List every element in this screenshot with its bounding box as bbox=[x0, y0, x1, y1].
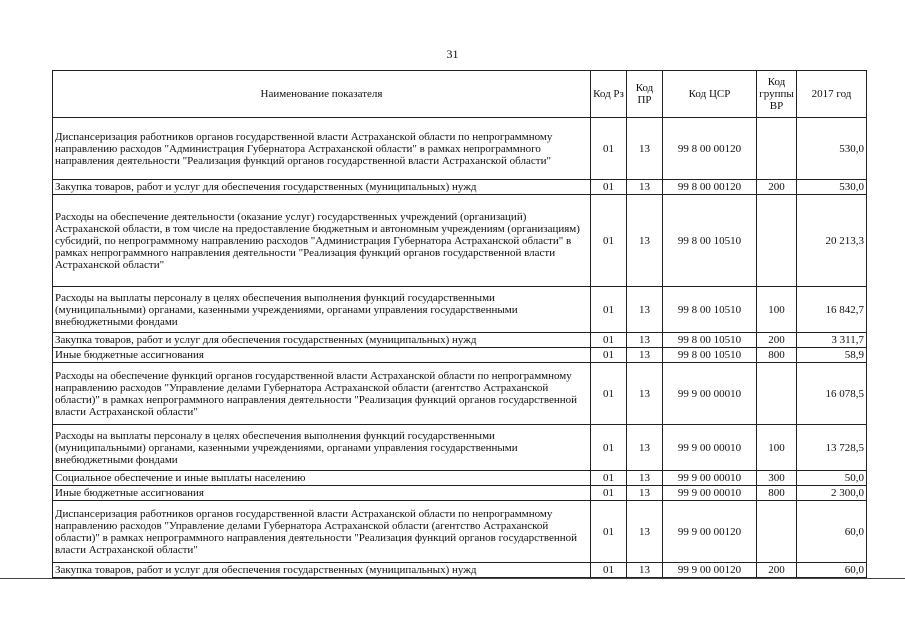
row-pr: 13 bbox=[627, 180, 663, 195]
row-name: Диспансеризация работников органов государственной власти Астраханской области по непрограммному направлению расходов "Управление делами Губернатора Астраханской области (агентство Астраханской области)" в рамках непрограммного направления деятельности "Реализация функций органов государственной власти Астраханской области" bbox=[53, 501, 591, 563]
row-vr: 800 bbox=[757, 486, 797, 501]
row-rz: 01 bbox=[591, 425, 627, 471]
row-name: Социальное обеспечение и иные выплаты населению bbox=[53, 471, 591, 486]
row-name: Диспансеризация работников органов государственной власти Астраханской области по непрограммному направлению расходов "Администрация Губернатора Астраханской области" в рамках непрограммного направления деятельности "Реализация функций органов государственной власти Астраханской области" bbox=[53, 118, 591, 180]
row-name: Расходы на обеспечение функций органов государственной власти Астраханской области по непрограммному направлению расходов "Управление делами Губернатора Астраханской области (агентство Астраханской области)" в рамках непрограммного направления деятельности "Реализация функций органов государственной власти Астраханской области" bbox=[53, 363, 591, 425]
row-csr: 99 8 00 10510 bbox=[663, 348, 757, 363]
row-pr: 13 bbox=[627, 563, 663, 578]
table-row bbox=[53, 486, 867, 501]
row-pr: 13 bbox=[627, 333, 663, 348]
row-vr bbox=[757, 363, 797, 425]
row-amount: 530,0 bbox=[797, 118, 867, 180]
row-vr bbox=[757, 118, 797, 180]
row-name: Расходы на выплаты персоналу в целях обеспечения выполнения функций государственными (муниципальными) органами, казенными учреждениями, органами управления государственными внебюджетными фондами bbox=[53, 425, 591, 471]
row-pr: 13 bbox=[627, 287, 663, 333]
row-csr: 99 9 00 00010 bbox=[663, 486, 757, 501]
row-pr: 13 bbox=[627, 363, 663, 425]
row-pr: 13 bbox=[627, 195, 663, 287]
row-name: Закупка товаров, работ и услуг для обеспечения государственных (муниципальных) нужд bbox=[53, 563, 591, 578]
table-row bbox=[53, 348, 867, 363]
row-csr: 99 8 00 00120 bbox=[663, 118, 757, 180]
row-name: Расходы на обеспечение деятельности (оказание услуг) государственных учреждений (организаций) Астраханской области, в том числе на предоставление бюджетным и автономным учреждениям (организациям) субсидий, по непрограммному направлению расходов "Администрация Губернатора Астраханской области" в рамках непрограммного направления деятельности "Реализация функций органов государственной власти Астраханской области" bbox=[53, 195, 591, 287]
row-amount: 3 311,7 bbox=[797, 333, 867, 348]
row-amount: 58,9 bbox=[797, 348, 867, 363]
row-rz: 01 bbox=[591, 348, 627, 363]
table-row bbox=[53, 501, 867, 563]
table-row bbox=[53, 425, 867, 471]
row-csr: 99 9 00 00120 bbox=[663, 563, 757, 578]
row-rz: 01 bbox=[591, 195, 627, 287]
row-vr: 800 bbox=[757, 348, 797, 363]
row-rz: 01 bbox=[591, 180, 627, 195]
row-name: Иные бюджетные ассигнования bbox=[53, 348, 591, 363]
row-amount: 60,0 bbox=[797, 501, 867, 563]
row-pr: 13 bbox=[627, 348, 663, 363]
row-vr: 100 bbox=[757, 425, 797, 471]
row-amount: 2 300,0 bbox=[797, 486, 867, 501]
header-name: Наименование показателя bbox=[53, 71, 591, 118]
row-csr: 99 8 00 10510 bbox=[663, 333, 757, 348]
row-amount: 16 078,5 bbox=[797, 363, 867, 425]
table-row bbox=[53, 471, 867, 486]
row-vr: 100 bbox=[757, 287, 797, 333]
table-row bbox=[53, 287, 867, 333]
page-number: 31 bbox=[446, 47, 459, 61]
table-row bbox=[53, 180, 867, 195]
row-amount: 530,0 bbox=[797, 180, 867, 195]
header-csr: Код ЦСР bbox=[663, 71, 757, 118]
row-csr: 99 8 00 00120 bbox=[663, 180, 757, 195]
row-amount: 20 213,3 bbox=[797, 195, 867, 287]
row-rz: 01 bbox=[591, 118, 627, 180]
row-csr: 99 9 00 00010 bbox=[663, 471, 757, 486]
row-csr: 99 9 00 00010 bbox=[663, 363, 757, 425]
row-pr: 13 bbox=[627, 425, 663, 471]
row-amount: 13 728,5 bbox=[797, 425, 867, 471]
row-vr: 200 bbox=[757, 563, 797, 578]
table-row bbox=[53, 363, 867, 425]
header-amount: 2017 год bbox=[797, 71, 867, 118]
row-pr: 13 bbox=[627, 118, 663, 180]
table-row bbox=[53, 118, 867, 180]
row-pr: 13 bbox=[627, 486, 663, 501]
row-name: Закупка товаров, работ и услуг для обеспечения государственных (муниципальных) нужд bbox=[53, 333, 591, 348]
row-csr: 99 9 00 00120 bbox=[663, 501, 757, 563]
row-vr bbox=[757, 195, 797, 287]
row-rz: 01 bbox=[591, 471, 627, 486]
row-pr: 13 bbox=[627, 471, 663, 486]
header-rz: Код Рз bbox=[591, 71, 627, 118]
row-csr: 99 8 00 10510 bbox=[663, 195, 757, 287]
header-pr: Код ПР bbox=[627, 71, 663, 118]
table-header-row bbox=[53, 71, 867, 118]
row-name: Иные бюджетные ассигнования bbox=[53, 486, 591, 501]
scan-edge-line bbox=[0, 578, 905, 579]
row-pr: 13 bbox=[627, 501, 663, 563]
row-vr: 300 bbox=[757, 471, 797, 486]
row-rz: 01 bbox=[591, 333, 627, 348]
row-rz: 01 bbox=[591, 363, 627, 425]
row-csr: 99 9 00 00010 bbox=[663, 425, 757, 471]
table-row bbox=[53, 563, 867, 578]
row-vr: 200 bbox=[757, 180, 797, 195]
table-row bbox=[53, 333, 867, 348]
row-vr: 200 bbox=[757, 333, 797, 348]
row-amount: 50,0 bbox=[797, 471, 867, 486]
header-vr: Код группы ВР bbox=[757, 71, 797, 118]
row-amount: 16 842,7 bbox=[797, 287, 867, 333]
row-rz: 01 bbox=[591, 501, 627, 563]
budget-table bbox=[52, 70, 867, 578]
row-rz: 01 bbox=[591, 486, 627, 501]
row-csr: 99 8 00 10510 bbox=[663, 287, 757, 333]
row-amount: 60,0 bbox=[797, 563, 867, 578]
row-name: Закупка товаров, работ и услуг для обеспечения государственных (муниципальных) нужд bbox=[53, 180, 591, 195]
table-row bbox=[53, 195, 867, 287]
row-name: Расходы на выплаты персоналу в целях обеспечения выполнения функций государственными (муниципальными) органами, казенными учреждениями, органами управления государственными внебюджетными фондами bbox=[53, 287, 591, 333]
row-vr bbox=[757, 501, 797, 563]
row-rz: 01 bbox=[591, 563, 627, 578]
row-rz: 01 bbox=[591, 287, 627, 333]
